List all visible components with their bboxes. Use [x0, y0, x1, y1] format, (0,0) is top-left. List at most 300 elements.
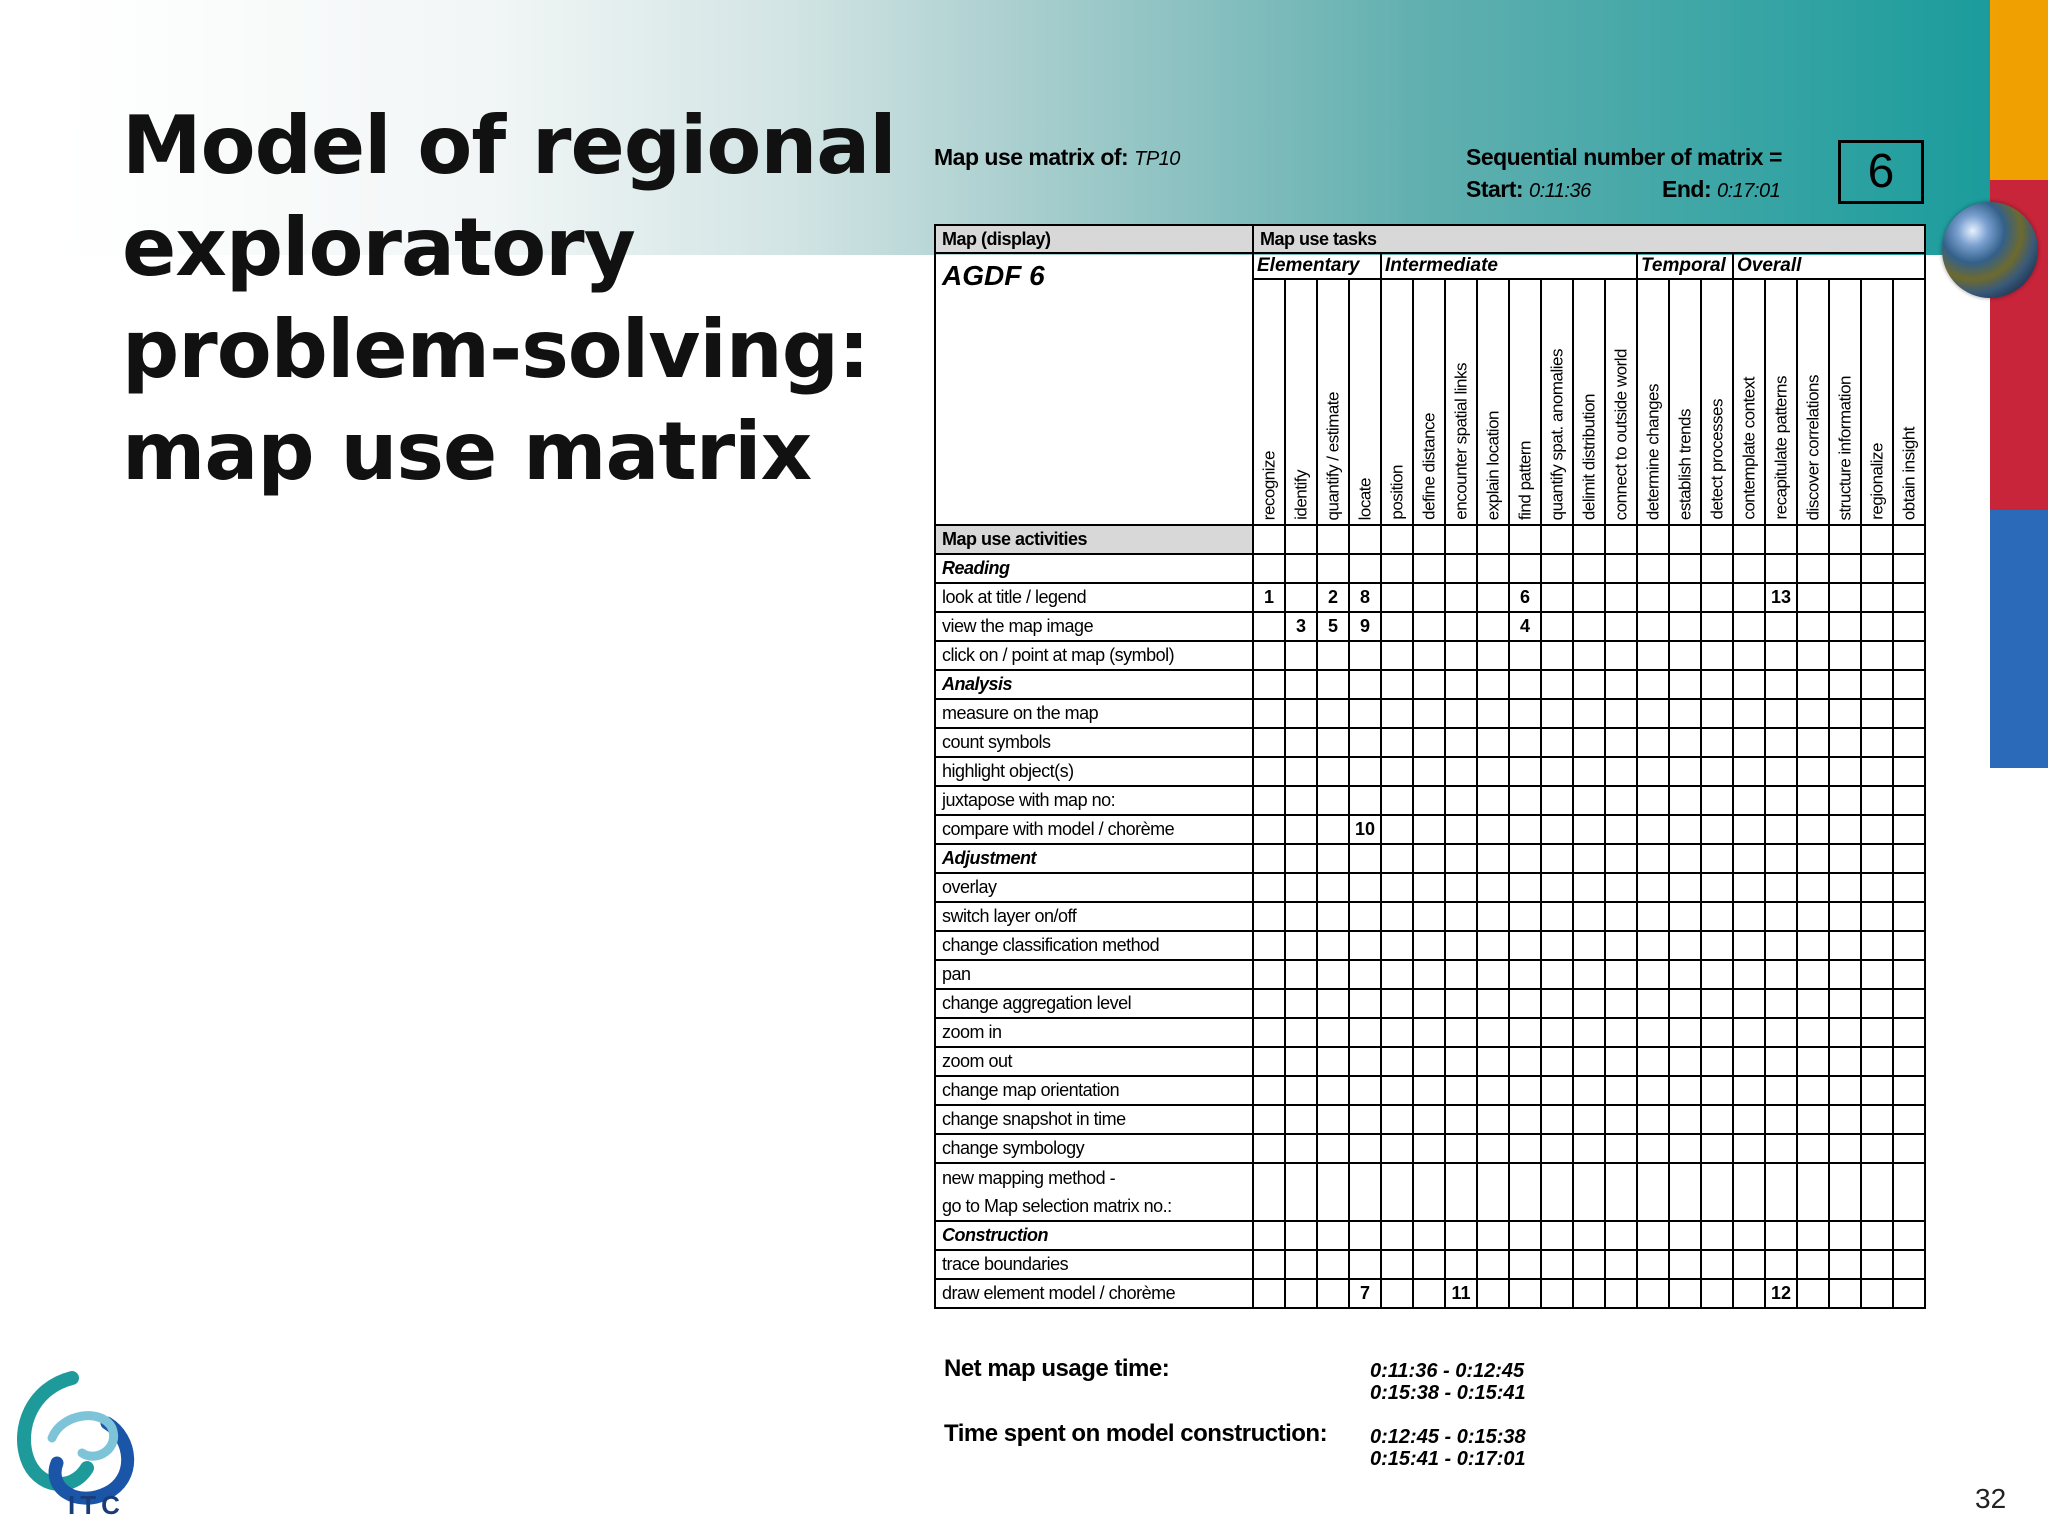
- matrix-cell: [1605, 1163, 1637, 1192]
- matrix-cell: [1285, 1047, 1317, 1076]
- matrix-cell: [1253, 699, 1285, 728]
- matrix-cell: [1605, 931, 1637, 960]
- matrix-cell: [1733, 641, 1765, 670]
- matrix-cell: [1541, 815, 1573, 844]
- matrix-cell: [1669, 1105, 1701, 1134]
- matrix-cell: [1541, 728, 1573, 757]
- matrix-cell: [1541, 554, 1573, 583]
- matrix-cell: [1797, 1192, 1829, 1221]
- column-header: [1669, 279, 1701, 525]
- matrix-cell: [1733, 728, 1765, 757]
- matrix-cell: [1253, 1221, 1285, 1250]
- column-header: [1637, 279, 1669, 525]
- matrix-cell: [1349, 1192, 1381, 1221]
- matrix-cell: [1861, 1076, 1893, 1105]
- matrix-cell: [1605, 641, 1637, 670]
- matrix-cell: [1541, 1250, 1573, 1279]
- matrix-cell: [1765, 1105, 1797, 1134]
- matrix-cell: [1829, 641, 1861, 670]
- matrix-cell: [1477, 612, 1509, 641]
- matrix-cell: [1541, 844, 1573, 873]
- matrix-cell: [1637, 1134, 1669, 1163]
- blue-bar: [1990, 510, 2048, 768]
- construction-time: 0:15:41 - 0:17:01: [1370, 1448, 1526, 1470]
- matrix-cell: [1829, 931, 1861, 960]
- matrix-of-text: Map use matrix of:: [934, 144, 1129, 170]
- matrix-cell: [1733, 844, 1765, 873]
- matrix-cell: [1413, 1192, 1445, 1221]
- column-header-label: recapitulate patterns: [1771, 376, 1791, 520]
- matrix-cell: [1253, 1105, 1285, 1134]
- matrix-cell: [1509, 786, 1541, 815]
- title-line: problem-solving:: [122, 303, 869, 396]
- matrix-cell: [1381, 931, 1413, 960]
- matrix-cell: [1797, 728, 1829, 757]
- matrix-cell: [1349, 1250, 1381, 1279]
- matrix-cell: [1509, 931, 1541, 960]
- matrix-cell: [1797, 1018, 1829, 1047]
- matrix-cell: [1893, 815, 1925, 844]
- matrix-cell: [1669, 1250, 1701, 1279]
- matrix-cell: [1637, 1076, 1669, 1105]
- matrix-cell: [1413, 1076, 1445, 1105]
- matrix-cell: [1381, 786, 1413, 815]
- matrix-cell: [1541, 1134, 1573, 1163]
- matrix-cell: [1541, 1047, 1573, 1076]
- matrix-cell: [1829, 902, 1861, 931]
- matrix-cell: [1733, 670, 1765, 699]
- seq-label: Sequential number of matrix =: [1466, 144, 1782, 170]
- matrix-cell: [1445, 989, 1477, 1018]
- matrix-cell: [1253, 989, 1285, 1018]
- matrix-cell: [1477, 1134, 1509, 1163]
- matrix-cell: [1637, 728, 1669, 757]
- activity-row: [935, 612, 1925, 641]
- map-use-matrix: [934, 224, 1926, 1309]
- matrix-cell: [1893, 902, 1925, 931]
- matrix-cell: [1765, 786, 1797, 815]
- matrix-cell: [1317, 757, 1349, 786]
- matrix-cell: [1541, 525, 1573, 554]
- matrix-cell: [1541, 902, 1573, 931]
- matrix-cell: [1477, 873, 1509, 902]
- activity-label: click on / point at map (symbol): [935, 641, 1253, 670]
- matrix-cell: [1573, 728, 1605, 757]
- column-header-label: connect to outside world: [1611, 348, 1631, 520]
- column-header: [1893, 279, 1925, 525]
- activity-label: pan: [935, 960, 1253, 989]
- matrix-cell: [1861, 1192, 1893, 1221]
- matrix-cell: [1637, 1018, 1669, 1047]
- matrix-cell: [1605, 699, 1637, 728]
- matrix-cell: [1317, 1047, 1349, 1076]
- matrix-cell: [1509, 728, 1541, 757]
- matrix-cell: [1605, 612, 1637, 641]
- matrix-cell: [1541, 1279, 1573, 1308]
- matrix-cell: [1701, 757, 1733, 786]
- matrix-cell: [1797, 989, 1829, 1018]
- matrix-cell: [1829, 1134, 1861, 1163]
- matrix-cell: [1605, 1018, 1637, 1047]
- matrix-cell: [1509, 525, 1541, 554]
- matrix-cell: [1605, 1192, 1637, 1221]
- matrix-cell: [1509, 670, 1541, 699]
- matrix-cell: 11: [1445, 1279, 1477, 1308]
- task-group-intermediate: Intermediate: [1381, 253, 1637, 279]
- column-header-label: identify: [1291, 470, 1311, 520]
- matrix-cell: [1893, 931, 1925, 960]
- column-header-label: detect processes: [1707, 399, 1727, 520]
- matrix-cell: [1733, 960, 1765, 989]
- matrix-cell: [1605, 1134, 1637, 1163]
- matrix-cell: [1477, 1163, 1509, 1192]
- matrix-cell: [1445, 902, 1477, 931]
- matrix-cell: [1445, 1047, 1477, 1076]
- matrix-cell: [1701, 1076, 1733, 1105]
- matrix-cell: [1765, 931, 1797, 960]
- matrix-cell: [1765, 902, 1797, 931]
- matrix-cell: [1541, 1192, 1573, 1221]
- matrix-cell: [1637, 554, 1669, 583]
- matrix-cell: [1701, 1221, 1733, 1250]
- matrix-cell: [1861, 641, 1893, 670]
- column-header-label: find pattern: [1515, 440, 1535, 520]
- matrix-cell: [1669, 641, 1701, 670]
- title-line: exploratory: [122, 201, 635, 294]
- matrix-cell: [1701, 699, 1733, 728]
- matrix-cell: [1605, 1221, 1637, 1250]
- map-use-tasks-header: Map use tasks: [1253, 225, 1925, 253]
- matrix-cell: [1797, 815, 1829, 844]
- matrix-cell: [1413, 641, 1445, 670]
- matrix-cell: [1861, 1163, 1893, 1192]
- matrix-cell: [1317, 844, 1349, 873]
- matrix-cell: [1861, 670, 1893, 699]
- matrix-cell: [1765, 844, 1797, 873]
- matrix-cell: [1285, 641, 1317, 670]
- matrix-cell: [1541, 960, 1573, 989]
- matrix-cell: [1349, 670, 1381, 699]
- matrix-cell: [1285, 1250, 1317, 1279]
- matrix-cell: [1253, 612, 1285, 641]
- matrix-cell: [1285, 670, 1317, 699]
- matrix-cell: [1413, 815, 1445, 844]
- matrix-cell: [1445, 1134, 1477, 1163]
- matrix-cell: [1861, 960, 1893, 989]
- matrix-cell: [1509, 1076, 1541, 1105]
- matrix-cell: [1829, 844, 1861, 873]
- matrix-cell: [1637, 1221, 1669, 1250]
- activity-row: [935, 786, 1925, 815]
- matrix-cell: [1573, 1250, 1605, 1279]
- section-row: [935, 554, 1925, 583]
- matrix-cell: [1797, 554, 1829, 583]
- matrix-cell: [1733, 1163, 1765, 1192]
- page-number: 32: [1975, 1483, 2007, 1514]
- matrix-cell: [1317, 728, 1349, 757]
- matrix-cell: [1349, 989, 1381, 1018]
- start-value: 0:11:36: [1528, 180, 1591, 202]
- matrix-cell: [1765, 989, 1797, 1018]
- column-header: [1253, 279, 1285, 525]
- matrix-cell: [1381, 612, 1413, 641]
- matrix-cell: [1413, 873, 1445, 902]
- matrix-cell: [1317, 902, 1349, 931]
- logo-text: ITC: [68, 1490, 125, 1518]
- matrix-cell: [1413, 931, 1445, 960]
- matrix-cell: [1669, 873, 1701, 902]
- matrix-cell: [1893, 757, 1925, 786]
- matrix-cell: [1669, 1221, 1701, 1250]
- matrix-cell: [1317, 873, 1349, 902]
- matrix-cell: [1605, 989, 1637, 1018]
- matrix-cell: [1701, 989, 1733, 1018]
- matrix-cell: [1573, 1192, 1605, 1221]
- column-header: [1381, 279, 1413, 525]
- activity-label: switch layer on/off: [935, 902, 1253, 931]
- matrix-cell: [1285, 931, 1317, 960]
- matrix-cell: [1285, 699, 1317, 728]
- matrix-cell: [1381, 1047, 1413, 1076]
- matrix-cell: [1445, 815, 1477, 844]
- seq-number-box: 6: [1838, 140, 1924, 204]
- matrix-cell: [1637, 815, 1669, 844]
- matrix-cell: [1893, 554, 1925, 583]
- matrix-cell: [1765, 1134, 1797, 1163]
- matrix-cell: [1541, 583, 1573, 612]
- map-use-activities-header: Map use activities: [935, 525, 1253, 554]
- matrix-cell: [1861, 728, 1893, 757]
- matrix-cell: [1253, 1047, 1285, 1076]
- matrix-cell: [1573, 525, 1605, 554]
- matrix-cell: [1317, 1221, 1349, 1250]
- column-header-label: quantify / estimate: [1323, 391, 1343, 520]
- activity-row: [935, 1134, 1925, 1163]
- matrix-cell: [1829, 1221, 1861, 1250]
- column-header-label: obtain insight: [1899, 426, 1919, 520]
- matrix-cell: [1829, 1047, 1861, 1076]
- column-header: [1349, 279, 1381, 525]
- matrix-cell: [1285, 873, 1317, 902]
- matrix-cell: [1509, 641, 1541, 670]
- matrix-cell: [1573, 1018, 1605, 1047]
- matrix-cell: [1573, 786, 1605, 815]
- matrix-cell: [1285, 960, 1317, 989]
- matrix-cell: 10: [1349, 815, 1381, 844]
- matrix-cell: [1381, 1134, 1413, 1163]
- matrix-cell: 5: [1317, 612, 1349, 641]
- matrix-cell: [1445, 1221, 1477, 1250]
- matrix-cell: [1509, 757, 1541, 786]
- column-header-label: discover correlations: [1803, 374, 1823, 520]
- matrix-cell: [1509, 902, 1541, 931]
- matrix-cell: [1701, 815, 1733, 844]
- matrix-cell: [1573, 815, 1605, 844]
- matrix-cell: [1861, 1134, 1893, 1163]
- matrix-cell: [1573, 1163, 1605, 1192]
- matrix-cell: [1701, 1047, 1733, 1076]
- matrix-cell: [1509, 1134, 1541, 1163]
- matrix-cell: [1285, 1163, 1317, 1192]
- matrix-cell: [1477, 641, 1509, 670]
- activity-row: [935, 902, 1925, 931]
- matrix-cell: [1573, 931, 1605, 960]
- matrix-cell: [1605, 1047, 1637, 1076]
- matrix-cell: [1413, 989, 1445, 1018]
- matrix-cell: [1829, 1105, 1861, 1134]
- matrix-cell: [1349, 931, 1381, 960]
- title-line: map use matrix: [122, 405, 812, 498]
- matrix-cell: [1541, 786, 1573, 815]
- matrix-cell: [1637, 670, 1669, 699]
- matrix-cell: [1253, 1163, 1285, 1192]
- matrix-cell: [1541, 1105, 1573, 1134]
- activity-label: look at title / legend: [935, 583, 1253, 612]
- matrix-cell: [1445, 1250, 1477, 1279]
- matrix-cell: [1669, 844, 1701, 873]
- matrix-cell: [1253, 554, 1285, 583]
- task-group-elementary: Elementary: [1253, 253, 1381, 279]
- matrix-cell: [1445, 844, 1477, 873]
- map-name: AGDF 6: [935, 253, 1253, 525]
- activity-label: juxtapose with map no:: [935, 786, 1253, 815]
- matrix-cell: [1541, 1163, 1573, 1192]
- matrix-cell: [1509, 989, 1541, 1018]
- matrix-cell: [1733, 1047, 1765, 1076]
- matrix-cell: [1477, 554, 1509, 583]
- matrix-cell: [1541, 931, 1573, 960]
- matrix-cell: [1509, 1192, 1541, 1221]
- matrix-cell: [1829, 1076, 1861, 1105]
- matrix-cell: [1701, 554, 1733, 583]
- matrix-cell: [1701, 525, 1733, 554]
- matrix-cell: [1605, 902, 1637, 931]
- matrix-cell: [1637, 960, 1669, 989]
- matrix-cell: [1477, 786, 1509, 815]
- matrix-cell: [1477, 902, 1509, 931]
- matrix-cell: [1893, 1192, 1925, 1221]
- activity-label: change classification method: [935, 931, 1253, 960]
- matrix-cell: [1701, 641, 1733, 670]
- matrix-cell: [1829, 554, 1861, 583]
- matrix-cell: [1733, 989, 1765, 1018]
- matrix-cell: [1445, 554, 1477, 583]
- matrix-cell: [1637, 612, 1669, 641]
- net-usage-label: Net map usage time:: [944, 1355, 1170, 1382]
- activity-row: [935, 757, 1925, 786]
- matrix-cell: [1413, 786, 1445, 815]
- matrix-cell: [1349, 873, 1381, 902]
- matrix-cell: [1861, 1018, 1893, 1047]
- matrix-cell: [1349, 1047, 1381, 1076]
- matrix-cell: [1381, 815, 1413, 844]
- matrix-cell: [1861, 757, 1893, 786]
- matrix-cell: [1285, 583, 1317, 612]
- column-header-label: encounter spatial links: [1451, 363, 1471, 520]
- matrix-cell: [1637, 1163, 1669, 1192]
- activity-label: draw element model / chorème: [935, 1279, 1253, 1308]
- matrix-cell: [1637, 786, 1669, 815]
- matrix-cell: [1829, 757, 1861, 786]
- matrix-cell: [1733, 757, 1765, 786]
- start-label: Start:: [1466, 176, 1524, 202]
- matrix-cell: [1445, 786, 1477, 815]
- matrix-cell: [1285, 815, 1317, 844]
- matrix-cell: [1445, 757, 1477, 786]
- matrix-cell: [1541, 612, 1573, 641]
- matrix-cell: [1381, 728, 1413, 757]
- matrix-cell: [1253, 1192, 1285, 1221]
- matrix-cell: [1669, 757, 1701, 786]
- matrix-cell: [1701, 1192, 1733, 1221]
- matrix-cell: [1573, 1047, 1605, 1076]
- matrix-cell: [1861, 1047, 1893, 1076]
- matrix-cell: [1253, 844, 1285, 873]
- matrix-cell: [1893, 1250, 1925, 1279]
- matrix-cell: [1413, 902, 1445, 931]
- matrix-cell: [1861, 931, 1893, 960]
- matrix-cell: [1701, 670, 1733, 699]
- matrix-cell: 12: [1765, 1279, 1797, 1308]
- title-line: Model of regional: [122, 99, 896, 192]
- matrix-cell: [1573, 670, 1605, 699]
- matrix-cell: [1829, 728, 1861, 757]
- activity-row: [935, 1018, 1925, 1047]
- matrix-cell: [1317, 641, 1349, 670]
- matrix-cell: [1733, 554, 1765, 583]
- matrix-cell: [1765, 612, 1797, 641]
- matrix-of-label: [934, 144, 1180, 171]
- matrix-cell: [1765, 757, 1797, 786]
- matrix-cell: [1701, 1018, 1733, 1047]
- matrix-cell: [1893, 844, 1925, 873]
- matrix-cell: [1445, 960, 1477, 989]
- matrix-cell: [1669, 960, 1701, 989]
- matrix-cell: [1285, 1221, 1317, 1250]
- matrix-cell: [1285, 525, 1317, 554]
- matrix-cell: [1253, 641, 1285, 670]
- matrix-cell: [1349, 554, 1381, 583]
- matrix-cell: [1477, 583, 1509, 612]
- matrix-cell: [1541, 670, 1573, 699]
- matrix-cell: [1797, 1134, 1829, 1163]
- matrix-cell: [1733, 1105, 1765, 1134]
- section-label: Adjustment: [935, 844, 1253, 873]
- column-header: [1445, 279, 1477, 525]
- matrix-cell: [1797, 902, 1829, 931]
- matrix-cell: [1605, 728, 1637, 757]
- matrix-cell: [1509, 815, 1541, 844]
- task-group-temporal: Temporal: [1637, 253, 1733, 279]
- matrix-cell: [1797, 844, 1829, 873]
- matrix-cell: [1445, 670, 1477, 699]
- matrix-cell: [1477, 757, 1509, 786]
- matrix-cell: [1509, 1047, 1541, 1076]
- matrix-cell: 9: [1349, 612, 1381, 641]
- matrix-cell: [1605, 873, 1637, 902]
- matrix-cell: [1413, 1105, 1445, 1134]
- matrix-cell: [1797, 1076, 1829, 1105]
- matrix-cell: [1285, 786, 1317, 815]
- matrix-cell: [1797, 1221, 1829, 1250]
- matrix-cell: [1317, 931, 1349, 960]
- matrix-cell: [1349, 728, 1381, 757]
- matrix-cell: [1349, 641, 1381, 670]
- matrix-cell: [1701, 844, 1733, 873]
- column-header: [1765, 279, 1797, 525]
- matrix-cell: [1445, 583, 1477, 612]
- matrix-cell: 8: [1349, 583, 1381, 612]
